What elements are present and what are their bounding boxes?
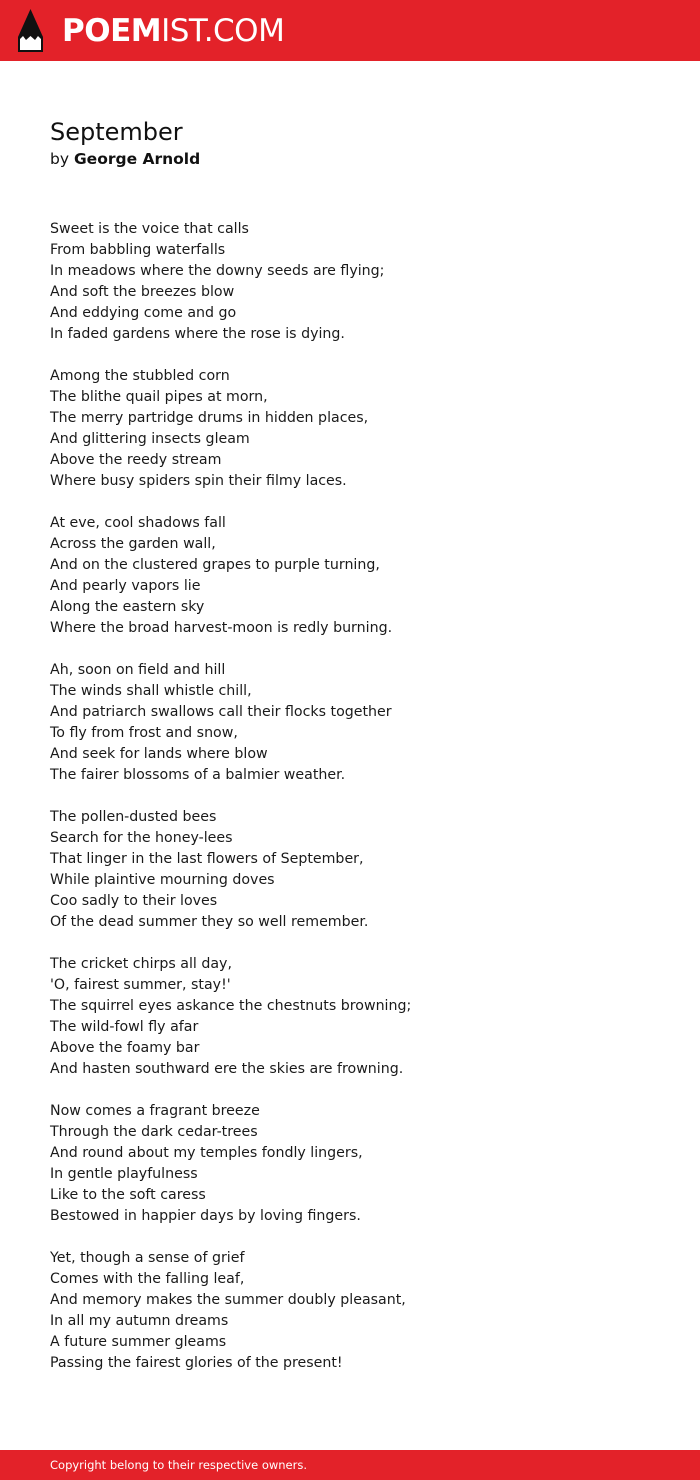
- poem-line: The merry partridge drums in hidden places,: [50, 410, 369, 426]
- poem-line: Of the dead summer they so well remember.: [50, 914, 369, 930]
- poem-line: Comes with the falling leaf,: [50, 1271, 245, 1287]
- poem-line: Coo sadly to their loves: [50, 893, 218, 909]
- poem-author: George Arnold: [73, 150, 201, 168]
- poem-line: Search for the honey-lees: [50, 830, 233, 846]
- poem-line: The fairer blossoms of a balmier weather.: [50, 767, 346, 783]
- poem-line: A future summer gleams: [50, 1334, 227, 1350]
- poem-line: The pollen-dusted bees: [50, 809, 217, 825]
- logo-light-text: IST.COM: [161, 13, 285, 49]
- poem-line: In meadows where the downy seeds are flying;: [50, 263, 385, 279]
- poem-stanza: [50, 807, 650, 933]
- poem-stanza: [50, 660, 650, 786]
- poem-line: From babbling waterfalls: [50, 242, 226, 258]
- poem-line: And round about my temples fondly lingers,: [50, 1145, 363, 1161]
- poem-line: While plaintive mourning doves: [50, 872, 275, 888]
- poem-line: And seek for lands where blow: [50, 746, 268, 762]
- poem-line: And on the clustered grapes to purple turning,: [50, 557, 380, 573]
- site-logo[interactable]: [62, 12, 284, 50]
- poem-line: The squirrel eyes askance the chestnuts browning;: [50, 998, 412, 1014]
- poem-line: Ah, soon on field and hill: [50, 662, 226, 678]
- poem-line: Like to the soft caress: [50, 1187, 206, 1203]
- poem-line: The winds shall whistle chill,: [50, 683, 252, 699]
- poem-line: And eddying come and go: [50, 305, 237, 321]
- poem-stanza: [50, 513, 650, 639]
- poem-line: And glittering insects gleam: [50, 431, 250, 447]
- poem-line: Through the dark cedar-trees: [50, 1124, 258, 1140]
- poem-line: The wild-fowl fly afar: [50, 1019, 199, 1035]
- poem-line: In gentle playfulness: [50, 1166, 198, 1182]
- poem-stanza: [50, 219, 650, 345]
- poem-line: Where busy spiders spin their filmy laces.: [50, 473, 347, 489]
- poem-body: [50, 219, 650, 1395]
- poem-line: Above the reedy stream: [50, 452, 222, 468]
- poem-line: The cricket chirps all day,: [50, 956, 232, 972]
- poem-line: Where the broad harvest-moon is redly burning.: [50, 620, 393, 636]
- poem-line: And hasten southward ere the skies are frowning.: [50, 1061, 404, 1077]
- by-label: by: [50, 150, 70, 168]
- poem-line: To fly from frost and snow,: [50, 725, 238, 741]
- poem-stanza: [50, 954, 650, 1080]
- poem-line: Along the eastern sky: [50, 599, 205, 615]
- poem-stanza: [50, 1101, 650, 1227]
- poem-stanza: [50, 366, 650, 492]
- poem-byline: [50, 149, 200, 170]
- poem-line: And soft the breezes blow: [50, 284, 235, 300]
- poem-line: Across the garden wall,: [50, 536, 216, 552]
- site-footer: [0, 1450, 700, 1480]
- poem-title: September: [50, 118, 183, 146]
- poem-line: The blithe quail pipes at morn,: [50, 389, 268, 405]
- poem-line: In all my autumn dreams: [50, 1313, 229, 1329]
- poem-line: Passing the fairest glories of the present!: [50, 1355, 343, 1371]
- poem-line: 'O, fairest summer, stay!': [50, 977, 231, 993]
- poem-line: Bestowed in happier days by loving fingers.: [50, 1208, 361, 1224]
- logo-bold-text: POEM: [62, 13, 162, 49]
- footer-copyright: Copyright belong to their respective owners.: [50, 1458, 308, 1472]
- poem-line: Now comes a fragrant breeze: [50, 1103, 260, 1119]
- poem-line: At eve, cool shadows fall: [50, 515, 226, 531]
- pencil-tip-icon[interactable]: [18, 9, 43, 52]
- poem-line: Sweet is the voice that calls: [50, 221, 249, 237]
- poem-line: And patriarch swallows call their flocks together: [50, 704, 392, 720]
- poem-line: In faded gardens where the rose is dying.: [50, 326, 345, 342]
- poem-line: Among the stubbled corn: [50, 368, 230, 384]
- poem-line: That linger in the last flowers of September,: [50, 851, 364, 867]
- poem-line: And memory makes the summer doubly pleasant,: [50, 1292, 406, 1308]
- poem-line: Above the foamy bar: [50, 1040, 200, 1056]
- site-header: [0, 0, 700, 61]
- poem-line: Yet, though a sense of grief: [50, 1250, 245, 1266]
- poem-line: And pearly vapors lie: [50, 578, 201, 594]
- poem-stanza: [50, 1248, 650, 1374]
